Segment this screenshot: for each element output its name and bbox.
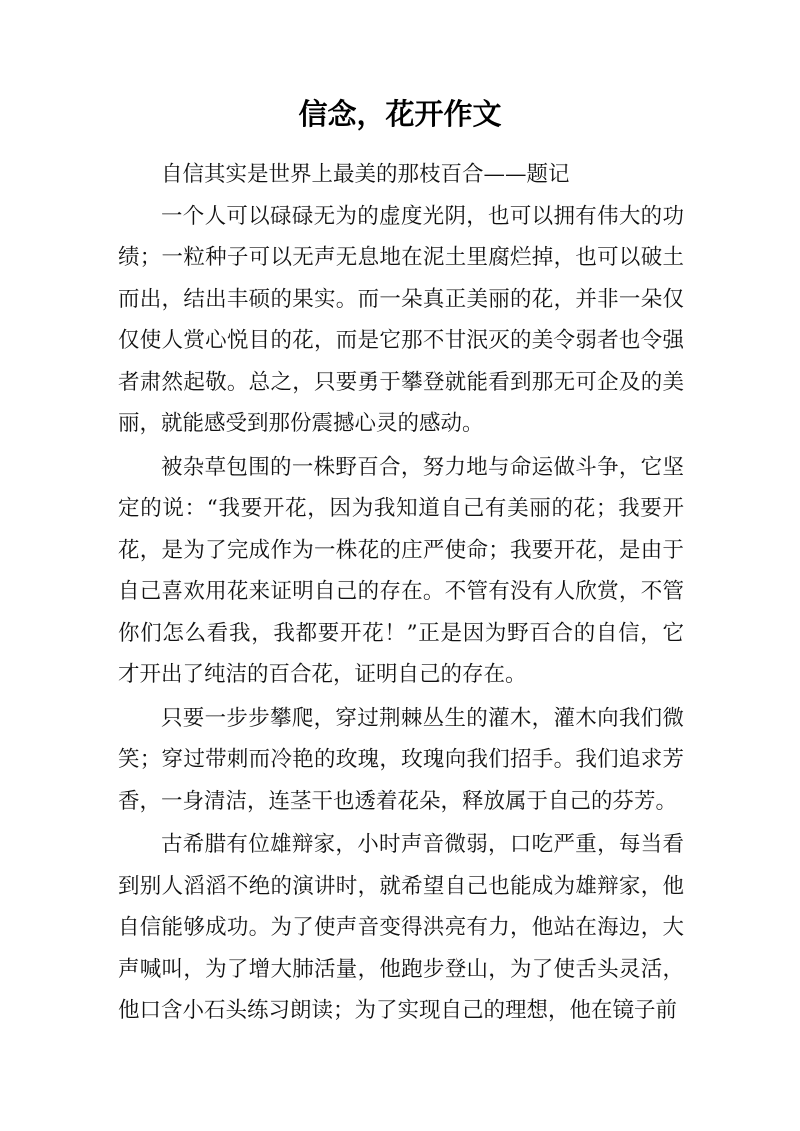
- epigraph-paragraph: 自信其实是世界上最美的那枝百合——题记: [161, 162, 570, 187]
- body-paragraph: 只要一步步攀爬，穿过荆棘丛生的灌木，灌木向我们微笑；穿过带刺而冷艳的玫瑰，玫瑰向我们招手。我们追求芳香，一身清洁，连茎干也透着花朵，释放属于自己的芬芳。: [118, 705, 684, 814]
- document-body: [118, 154, 684, 1032]
- document-title: 信念，花开作文: [298, 97, 502, 131]
- body-paragraph: 一个人可以碌碌无为的虚度光阴，也可以拥有伟大的功绩；一粒种子可以无声无息地在泥土里腐烂掉，也可以破土而出，结出丰硕的果实。而一朵真正美丽的花，并非一朵仅仅使人赏心悦目的花，而是它那不甘泯灭的美令弱者也令强者肃然起敬。总之，只要勇于攀登就能看到那无可企及的美丽，就能感受到那份震撼心灵的感动。: [118, 203, 684, 436]
- body-paragraph: 被杂草包围的一株野百合，努力地与命运做斗争，它坚定的说：“我要开花，因为我知道自己有美丽的花；我要开花，是为了完成作为一株花的庄严使命；我要开花，是由于自己喜欢用花来证明自己的存在。不管有没有人欣赏，不管你们怎么看我，我都要开花！”正是因为野百合的自信，它才开出了纯洁的百合花，证明自己的存在。: [118, 454, 684, 687]
- body-paragraph: 古希腊有位雄辩家，小时声音微弱，口吃严重，每当看到别人滔滔不绝的演讲时，就希望自己也能成为雄辩家，他自信能够成功。为了使声音变得洪亮有力，他站在海边，大声喊叫，为了增大肺活量，他跑步登山，为了使舌头灵活，他口含小石头练习朗读；为了实现自己的理想，他在镜子前: [118, 832, 684, 1023]
